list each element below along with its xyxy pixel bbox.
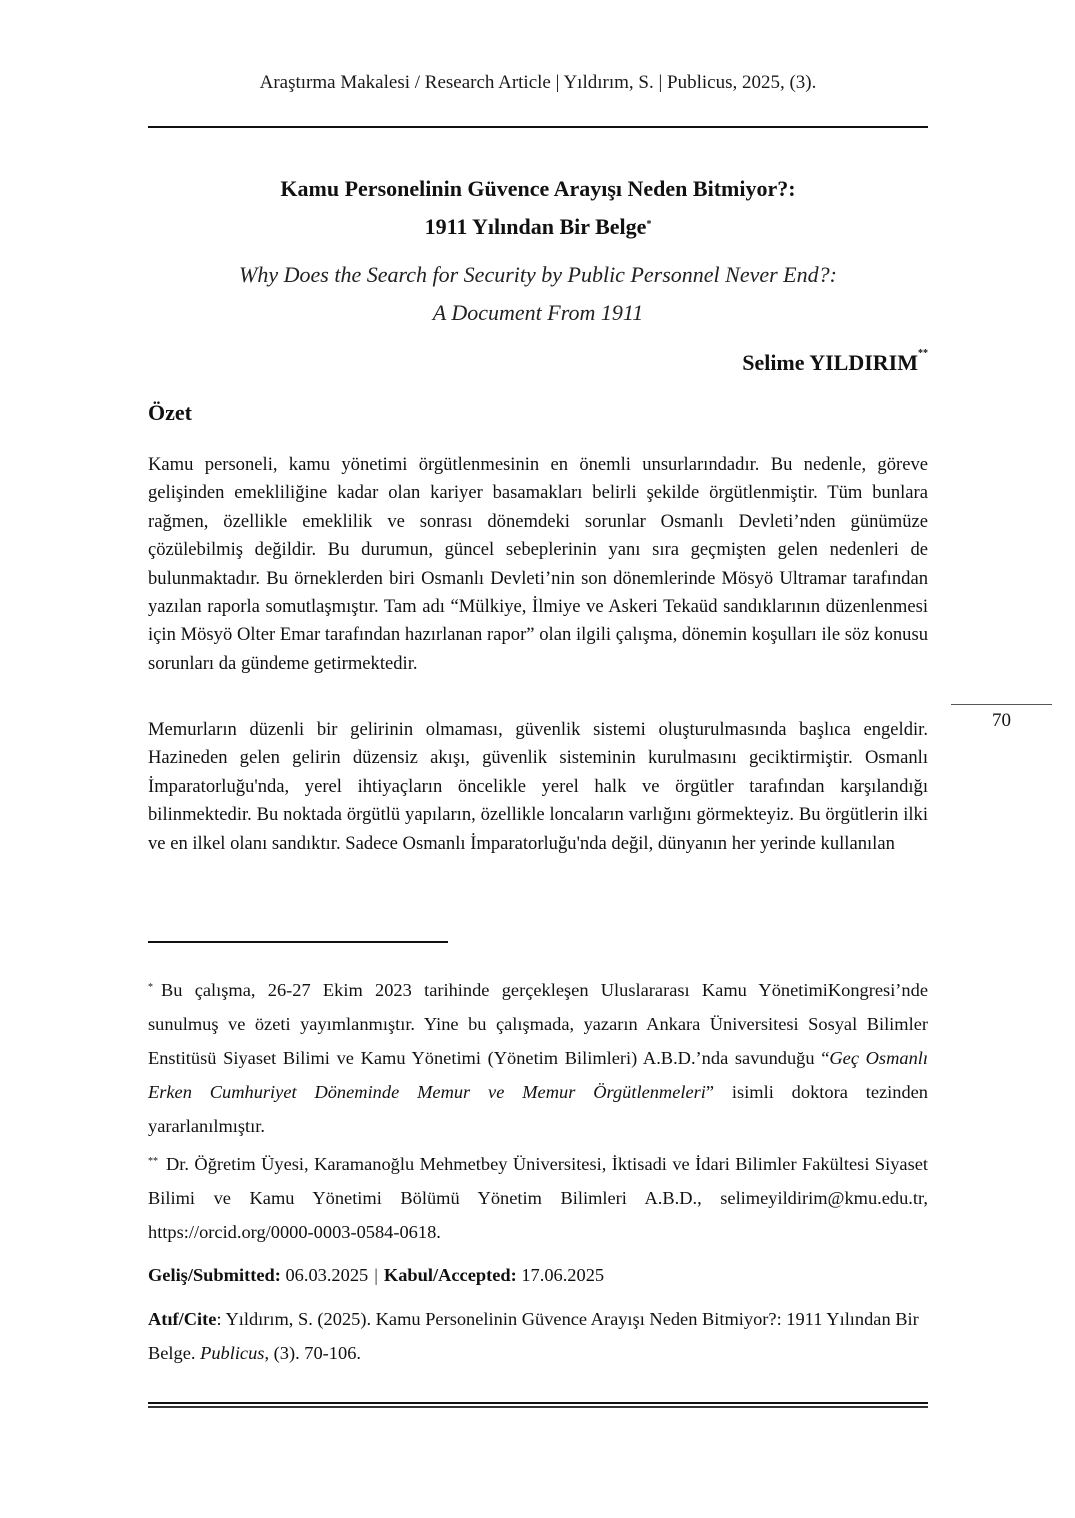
submission-dates bbox=[148, 1258, 928, 1292]
citation-journal: Publicus bbox=[200, 1343, 265, 1363]
footer-rule-top bbox=[148, 1402, 928, 1404]
abstract-paragraph-1: Kamu personeli, kamu yönetimi örgütlenmesinin en önemli unsurlarındadır. Bu nedenle, göreve gelişinden emekliliğine kadar olan kariyer basamakları belirli şekilde örgütlenmiştir. Tüm bunlara rağmen, özellikle emeklilik ve sonrası dönemdeki sorunlar Osmanlı Devleti’nden günümüze çözülebilmiş değildir. Bu durumun, güncel sebeplerinin yanı sıra geçmişten gelen nedenleri de bulunmaktadır. Bu örneklerden biri Osmanlı Devleti’nin son dönemlerinde Mösyö Ultramar tarafından yazılan raporla somutlaşmıştır. Tam adı “Mülkiye, İlmiye ve Askeri Tekaüd sandıklarının düzenlenmesi için Mösyö Olter Emar tarafından hazırlanan rapor” olan ilgili çalışma, dönemin koşulları ile söz konusu sorunları da gündeme getirmektedir. bbox=[148, 454, 928, 674]
citation-text-after: , (3). 70-106. bbox=[264, 1343, 361, 1363]
running-head: Araştırma Makalesi / Research Article | Yıldırım, S. | Publicus, 2025, (3). bbox=[259, 72, 817, 93]
title-footnote-mark[interactable]: * bbox=[646, 219, 652, 230]
footer-rule-bottom bbox=[148, 1406, 928, 1408]
footnote-1-thesis-title: Geç Osmanlı Erken Cumhuriyet Döneminde Memur ve Memur Örgütlenmeleri bbox=[148, 1048, 928, 1102]
footnote-separator bbox=[148, 941, 448, 943]
dates-separator: | bbox=[374, 1265, 378, 1285]
header-rule bbox=[148, 126, 928, 128]
accepted-date: 17.06.2025 bbox=[521, 1265, 605, 1285]
subtitle-line-1: Why Does the Search for Security by Public Personnel Never End?: bbox=[239, 262, 837, 287]
citation-text-before: : Yıldırım, S. (2025). Kamu Personelinin Güvence Arayışı Neden Bitmiyor?: 1911 Yılından Bir Belge. bbox=[148, 1309, 919, 1363]
footnote-1-text-before: Bu çalışma, 26-27 Ekim 2023 tarihinde gerçekleşen Uluslararası Kamu YönetimiKongresi’nde sunulmuş ve özeti yayımlanmıştır. Yine bu çalışmada, yazarın Ankara Üniversitesi Sosyal Bilimler Enstitüsü Siyaset Bilimi ve Kamu Yönetimi (Yönetim Bilimleri) A.B.D.’nda savunduğu “ bbox=[148, 980, 928, 1068]
citation bbox=[148, 1302, 928, 1370]
author-name-text: Selime YILDIRIM bbox=[742, 350, 918, 375]
footnote-1-mark: * bbox=[148, 982, 153, 993]
footnote-2-text: Dr. Öğretim Üyesi, Karamanoğlu Mehmetbey Üniversitesi, İktisadi ve İdari Bilimler Fakültesi Siyaset Bilimi ve Kamu Yönetimi Bölümü Yönetim Bilimleri A.B.D., selimeyildirim@kmu.edu.tr, https://orcid.org/0000-0003-0584-0618. bbox=[148, 1154, 928, 1242]
footnote-2 bbox=[148, 1147, 928, 1249]
footnote-2-mark: ** bbox=[148, 1156, 158, 1167]
subtitle-line-2: A Document From 1911 bbox=[432, 300, 644, 325]
accepted-label: Kabul/Accepted: bbox=[383, 1265, 517, 1285]
submitted-label: Geliş/Submitted: bbox=[148, 1265, 281, 1285]
author-footnote-mark[interactable]: ** bbox=[918, 348, 928, 359]
article-title bbox=[148, 170, 928, 246]
abstract-paragraph-2: Memurların düzenli bir gelirinin olmaması, güvenlik sistemi oluşturulmasında başlıca engeldir. Hazineden gelen gelirin düzensiz akışı, güvenlik sisteminin kurulmasını geciktirmiştir. Osmanlı İmparatorluğu'nda, yerel ihtiyaçların öncelikle yerel halk ve örgütler tarafından karşılandığı bilinmektedir. Bu noktada örgütlü yapıların, özellikle loncaların varlığını görmekteyiz. Bu örgütlerin ilki ve en ilkel olanı sandıktır. Sadece Osmanlı İmparatorluğu'nda değil, dünyanın her yerinde kullanılan bbox=[148, 719, 928, 854]
title-line-2-text: 1911 Yılından Bir Belge bbox=[424, 214, 647, 239]
author-name bbox=[742, 350, 928, 376]
article-subtitle-english bbox=[148, 256, 928, 332]
page-number: 70 bbox=[992, 710, 1011, 731]
page-number-rule bbox=[951, 704, 1052, 705]
abstract-heading: Özet bbox=[148, 400, 192, 425]
title-line-2 bbox=[148, 208, 928, 246]
footnote-1 bbox=[148, 973, 928, 1143]
citation-label: Atıf/Cite bbox=[148, 1309, 217, 1329]
title-line-1: Kamu Personelinin Güvence Arayışı Neden Bitmiyor?: bbox=[280, 176, 796, 201]
footnote-1-text-after: ” isimli doktora tezinden yararlanılmıştır. bbox=[148, 1082, 928, 1136]
submitted-date: 06.03.2025 bbox=[285, 1265, 369, 1285]
